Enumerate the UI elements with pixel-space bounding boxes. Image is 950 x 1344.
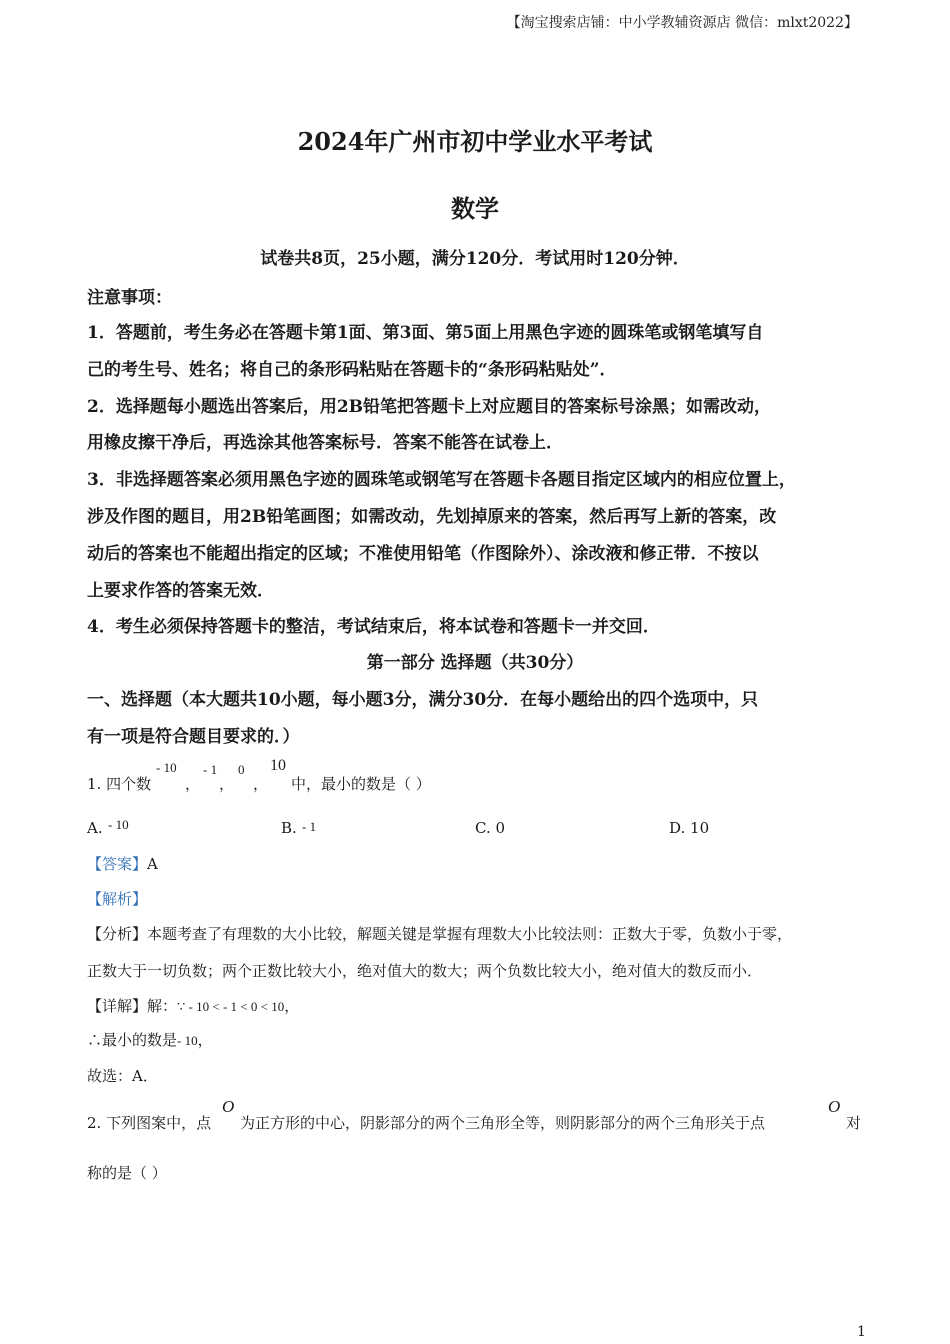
answer-tag: 【答案】 <box>87 855 148 873</box>
q1-comma: ， <box>219 775 235 793</box>
option-a-value: - 10 <box>108 817 129 832</box>
q1-suffix: 中，最小的数是（ ） <box>291 775 431 793</box>
note-line: 涉及作图的题目，用2B铅笔画图；如需改动，先划掉原来的答案，然后再写上新的答案，改 <box>87 507 777 527</box>
analysis-line: 正数大于一切负数；两个正数比较大小，绝对值大的数大；两个负数比较大小，绝对值大的数反而小． <box>87 962 763 980</box>
q1-number: - 10 <box>156 760 177 775</box>
answer-value: A <box>147 855 158 873</box>
notes-heading: 注意事项： <box>87 288 172 308</box>
note-line: 4．考生必须保持答题卡的整洁，考试结束后，将本试卷和答题卡一并交回． <box>87 617 660 637</box>
conclusion-line <box>87 1029 213 1050</box>
note-line: 2．选择题每小题选出答案后，用2B铅笔把答题卡上对应题目的答案标号涂黑；如需改动， <box>87 397 772 417</box>
q1-number: 10 <box>270 757 286 774</box>
detail-prefix: 【详解】解： <box>87 997 178 1015</box>
answer-line <box>87 853 158 874</box>
option-c: C. 0 <box>475 819 506 837</box>
q2-text: 为正方形的中心，阴影部分的两个三角形全等，则阴影部分的两个三角形关于点 <box>240 1114 766 1132</box>
conclusion-suffix: ， <box>197 1031 213 1049</box>
analysis-line: 【分析】本题考查了有理数的大小比较，解题关键是掌握有理数大小比较法则：正数大于零，负数小于零， <box>87 925 793 943</box>
conclusion-prefix: ∴最小的数是 <box>87 1031 178 1049</box>
option-a-label: A. <box>87 819 103 837</box>
point-o-symbol: O <box>828 1097 841 1116</box>
note-line: 1．答题前，考生务必在答题卡第1面、第3面、第5面上用黑色字迹的圆珠笔或钢笔填写自 <box>87 323 764 343</box>
part-instruction: 有一项是符合题目要求的．） <box>87 727 300 747</box>
q1-comma: ， <box>185 775 201 793</box>
exam-info: 试卷共8页，25小题，满分120分．考试用时120分钟． <box>260 249 690 269</box>
q1-number: - 1 <box>203 762 218 777</box>
detail-expression: ∵ - 10 < - 1 < 0 < 10 <box>177 999 285 1014</box>
detail-line <box>87 995 299 1016</box>
q2-text: 2. 下列图案中，点 <box>87 1114 212 1132</box>
choice-line: 故选：A． <box>87 1067 158 1085</box>
point-o-symbol: O <box>222 1097 235 1116</box>
analysis-tag: 【解析】 <box>87 890 148 908</box>
option-b-label: B. <box>281 819 297 837</box>
page-header: 【淘宝搜索店铺：中小学教辅资源店 微信：mlxt2022】 <box>506 15 858 31</box>
note-line: 3．非选择题答案必须用黑色字迹的圆珠笔或钢笔写在答题卡各题目指定区域内的相应位置上， <box>87 470 796 490</box>
detail-suffix: ， <box>284 997 300 1015</box>
exam-subject: 数学 <box>451 194 499 223</box>
q1-comma: ， <box>253 775 269 793</box>
note-line: 上要求作答的答案无效． <box>87 581 274 601</box>
note-line: 己的考生号、姓名；将自己的条形码粘贴在答题卡的“条形码粘贴处”． <box>87 360 617 380</box>
exam-title: 2024年广州市初中学业水平考试 <box>297 127 653 156</box>
page-number: 1 <box>857 1324 866 1340</box>
option-b-value: - 1 <box>302 819 317 834</box>
q2-text: 对 <box>846 1114 862 1132</box>
option-d: D. 10 <box>669 819 710 837</box>
q2-text: 称的是（ ） <box>87 1164 167 1182</box>
conclusion-value: - 10 <box>177 1033 198 1048</box>
note-line: 用橡皮擦干净后，再选涂其他答案标号．答案不能答在试卷上． <box>87 433 563 453</box>
note-line: 动后的答案也不能超出指定的区域；不准使用铅笔（作图除外）、涂改液和修正带．不按以 <box>87 544 759 564</box>
part-instruction: 一、选择题（本大题共10小题，每小题3分，满分30分．在每小题给出的四个选项中，只 <box>87 690 759 710</box>
section-heading: 第一部分 选择题（共30分） <box>366 653 584 673</box>
q1-prefix: 1. 四个数 <box>87 775 152 793</box>
q1-number: 0 <box>238 762 245 777</box>
